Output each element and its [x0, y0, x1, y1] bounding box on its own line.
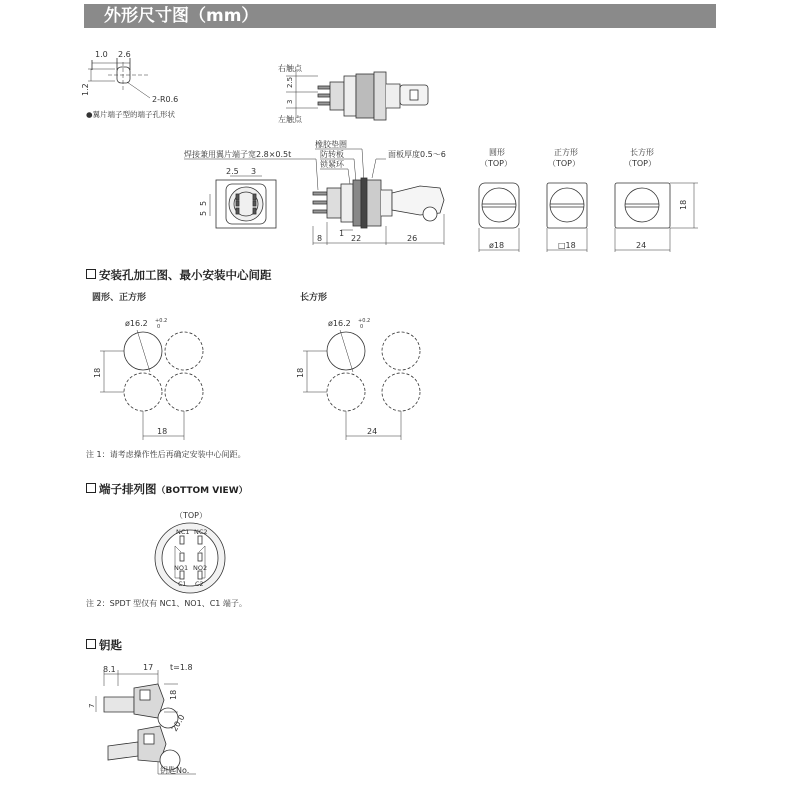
round-top-label: （TOP）: [480, 159, 513, 168]
term-nc2: NC2: [194, 528, 208, 536]
dim-r06: 2-R0.6: [152, 95, 179, 104]
checkbox-icon: [86, 483, 96, 493]
mounting-section-title: 安装孔加工图、最小安装中心间距: [86, 267, 272, 283]
rect-top-label: （TOP）: [624, 159, 657, 168]
checkbox-icon: [86, 269, 96, 279]
contact-side-view: [278, 63, 428, 124]
dim-2-5-bottom: 2.5: [226, 167, 239, 176]
dim-22: 22: [351, 234, 362, 243]
key-dim-18: 18: [169, 689, 178, 700]
dim-1-0: 1.0: [95, 50, 108, 59]
terminal-bottom-view: [199, 167, 276, 228]
terminal-section-title: 端子排列图（BOTTOM VIEW）: [86, 481, 248, 497]
dim-26: 26: [407, 234, 418, 243]
key-drawing: [88, 663, 196, 775]
slot-detail: [81, 50, 178, 104]
rect-height: 18: [679, 199, 688, 210]
key-dim-t: t=1.8: [170, 663, 193, 672]
term-no2: NO2: [193, 564, 208, 572]
term-no1: NO1: [174, 564, 189, 572]
tol-plus-left: +0.2: [155, 318, 168, 324]
mounting-sub-right: 长方形: [300, 293, 328, 303]
square-width: □18: [558, 241, 576, 250]
term-nc1: NC1: [176, 528, 190, 536]
hole-dia-left: ø16.2: [125, 319, 148, 328]
term-c2: C2: [195, 580, 204, 588]
rubber-gasket-label: 橡胶垫圈: [315, 140, 347, 149]
dim-3-side: 3: [286, 99, 294, 104]
rect-width: 24: [636, 241, 647, 250]
terminal-top-label: （TOP）: [175, 511, 208, 520]
dim-5a: 5: [199, 200, 208, 206]
left-contact-label: 左触点: [278, 115, 302, 124]
hole-dia-right: ø16.2: [328, 319, 351, 328]
round-width: ø18: [489, 241, 505, 250]
tol-zero-left: 0: [157, 324, 161, 330]
slot-note: ●翼片端子型的端子孔形状: [86, 110, 176, 119]
terminal-note: 注 2：SPDT 型仅有 NC1、NO1、C1 端子。: [86, 599, 247, 608]
anti-rotation-label: 防转板: [320, 150, 344, 159]
hdim-24-right: 24: [367, 427, 378, 436]
mounting-sub-left: 圆形、正方形: [92, 293, 147, 303]
dim-5b: 5: [199, 210, 208, 216]
page-title: 外形尺寸图（mm）: [104, 6, 259, 26]
mounting-note: 注 1：请考虑操作性后再确定安装中心间距。: [86, 450, 246, 459]
term-c1: C1: [178, 580, 187, 588]
tol-plus-right: +0.2: [358, 318, 371, 324]
dim-2-6: 2.6: [118, 50, 131, 59]
rect-label: 长方形: [630, 148, 654, 157]
mount-right: [296, 318, 420, 440]
key-section-title: 钥匙: [86, 637, 122, 653]
square-top-label: （TOP）: [548, 159, 581, 168]
key-dim-20: 20.0: [169, 713, 187, 733]
key-dim-17: 17: [143, 663, 154, 672]
dim-8: 8: [317, 234, 323, 243]
square-label: 正方形: [554, 148, 578, 157]
rect-top-view: [615, 147, 698, 252]
key-number-label: 钥匙No.: [160, 766, 190, 775]
solder-terminal-label: 焊接兼用翼片端子宽2.8×0.5t: [184, 150, 292, 159]
square-top-view: [547, 147, 587, 252]
mount-left: [93, 318, 203, 440]
tol-zero-right: 0: [360, 324, 364, 330]
dim-3-bottom: 3: [251, 167, 257, 176]
key-dim-7: 7: [88, 703, 96, 708]
vdim-18-right: 18: [296, 367, 305, 378]
hdim-18-left: 18: [157, 427, 168, 436]
right-contact-label: 右触点: [278, 64, 302, 73]
vdim-18-left: 18: [93, 367, 102, 378]
panel-thickness-label: 面板厚度0.5～6: [388, 150, 446, 159]
lock-ring-label: 锁紧环: [320, 160, 344, 169]
round-top-view: [479, 147, 519, 252]
key-dim-8-1: 8.1: [103, 665, 116, 674]
round-label: 圆形: [489, 148, 505, 157]
dim-1-2: 1.2: [81, 83, 90, 96]
checkbox-icon: [86, 639, 96, 649]
dim-2-5-side: 2.5: [286, 76, 294, 88]
dim-1: 1: [339, 229, 345, 238]
terminal-arrangement: [155, 511, 225, 593]
